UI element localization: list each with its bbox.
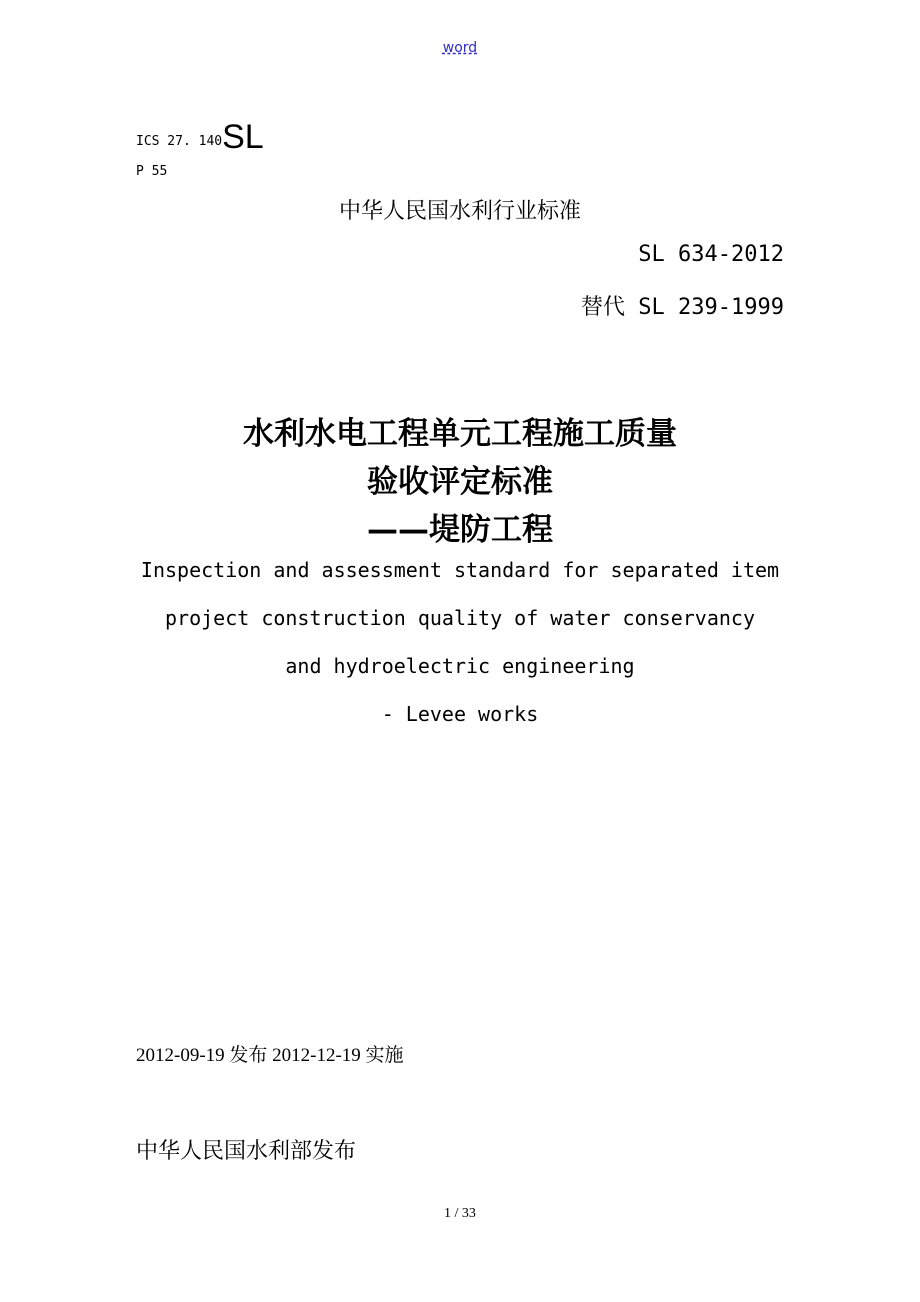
- standard-number: SL 634-2012: [638, 242, 784, 267]
- org-header: 中华人民国水利行业标准: [338, 199, 581, 224]
- title-en-line-1: Inspection and assessment standard for separated item: [140, 558, 780, 582]
- header-word-link[interactable]: word: [442, 40, 478, 56]
- p-code: P 55: [136, 164, 168, 179]
- title-en-line-2: project construction quality of water conservancy: [164, 606, 755, 630]
- publish-dates: 2012-09-19 发布 2012-12-19 实施: [136, 1045, 404, 1066]
- ics-classification: [136, 118, 264, 157]
- title-cn-line-2: 验收评定标准: [367, 464, 553, 500]
- title-cn-line-1: 水利水电工程单元工程施工质量: [243, 416, 677, 452]
- title-cn-line-3: ——堤防工程: [367, 512, 553, 548]
- sl-logo: SL: [222, 118, 264, 156]
- ics-code: ICS 27. 140: [136, 134, 223, 149]
- title-en-line-4: - Levee works: [381, 702, 539, 726]
- page-number: 1 / 33: [444, 1206, 476, 1221]
- title-en-line-3: and hydroelectric engineering: [285, 654, 635, 678]
- replaces-standard: 替代 SL 239-1999: [581, 295, 784, 320]
- issuer: 中华人民国水利部发布: [136, 1139, 357, 1164]
